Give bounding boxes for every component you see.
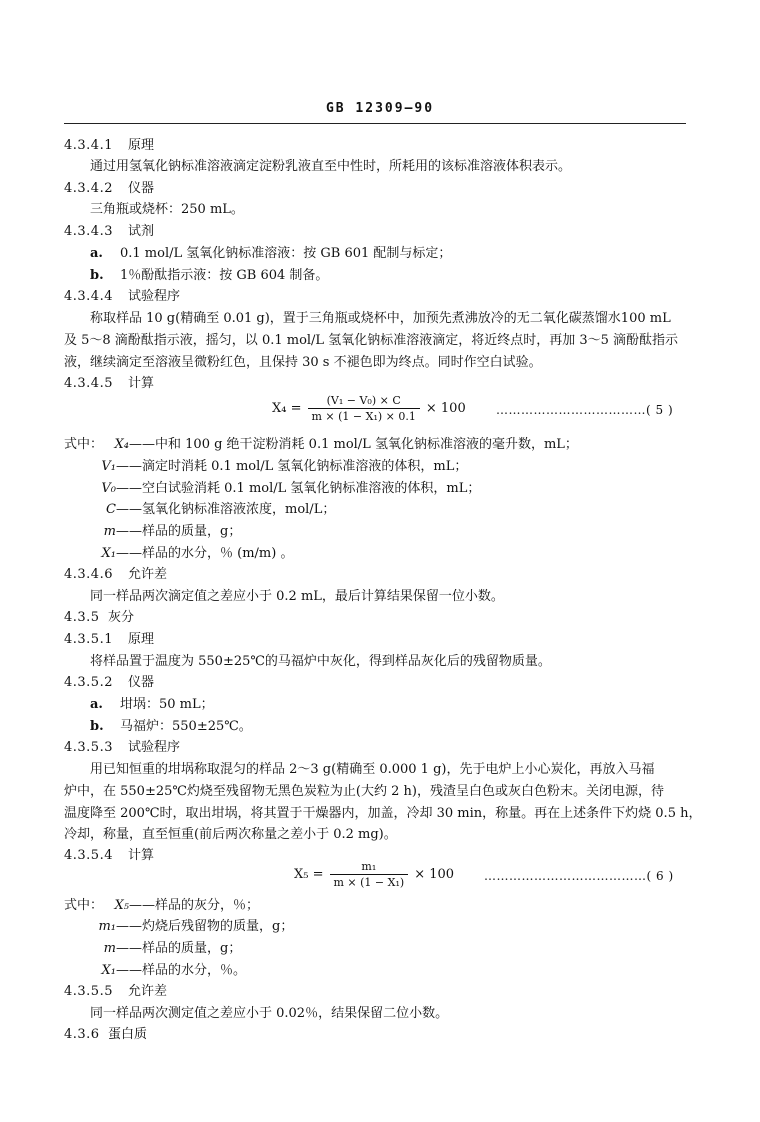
paragraph: 通过用氢氧化钠标准溶液滴定淀粉乳液直至中性时，所耗用的该标准溶液体积表示。	[90, 159, 572, 174]
formula-numerator: m₁	[361, 860, 377, 873]
paragraph-line: 液，继续滴定至溶液呈微粉红色，且保持 30 s 不褪色即为终点。同时作空白试验。	[64, 355, 542, 370]
formula-lhs: X₄ =	[272, 401, 302, 416]
section-number: 4.3.4.5	[64, 376, 113, 391]
variable-text: ——灼烧后残留物的质量，g；	[116, 919, 294, 934]
variable-text: ——样品的水分，％ (m/m) 。	[116, 546, 294, 561]
section-number: 4.3.4.3	[64, 224, 113, 239]
variable-symbol: X₁	[101, 963, 116, 978]
section-heading	[64, 631, 154, 648]
section-title: 允许差	[128, 984, 168, 999]
section-heading	[64, 609, 134, 626]
section-heading	[64, 739, 180, 756]
variable-definition	[64, 458, 467, 475]
list-item-label: a.	[90, 246, 103, 261]
list-item	[90, 245, 451, 262]
variable-text: ——样品的灰分，％；	[129, 898, 260, 913]
formula-fraction	[330, 860, 409, 889]
section-number: 4.3.5.5	[64, 984, 113, 999]
header-rule	[64, 123, 686, 124]
variable-definition	[64, 918, 293, 935]
variable-text: ——样品的质量，g；	[116, 524, 242, 539]
section-title: 试验程序	[128, 289, 181, 304]
list-item-text: 0.1 mol/L 氢氧化钠标准溶液：按 GB 601 配制与标定；	[120, 246, 452, 261]
section-number: 4.3.4.6	[64, 567, 113, 582]
formula-denominator: m × (1 − X₁) × 0.1	[308, 408, 420, 423]
section-title: 计算	[128, 848, 155, 863]
variable-symbol: V₁	[101, 459, 116, 474]
variable-text: ——氢氧化钠标准溶液浓度，mol/L；	[116, 502, 336, 517]
list-item-label: b.	[90, 719, 104, 734]
variable-symbol: m₁	[98, 919, 116, 934]
section-heading	[64, 180, 154, 197]
formula-6	[294, 860, 454, 889]
section-number: 4.3.4.1	[64, 138, 113, 153]
list-item-text: 坩埚：50 mL；	[120, 697, 214, 712]
section-title: 仪器	[128, 675, 155, 690]
formula-tail: × 100	[414, 867, 455, 882]
section-title: 仪器	[128, 181, 155, 196]
formula-fraction	[308, 394, 420, 423]
section-heading	[64, 847, 154, 864]
section-title: 原理	[128, 138, 155, 153]
equation-number-leader: …………………………………( 6 )	[484, 869, 674, 883]
variable-definition	[64, 962, 246, 979]
section-number: 4.3.5.3	[64, 740, 113, 755]
variable-definition	[64, 523, 241, 540]
section-title: 试剂	[128, 224, 155, 239]
variable-definition	[64, 501, 335, 518]
section-number: 4.3.6	[64, 1027, 100, 1042]
section-heading	[64, 674, 154, 691]
list-item	[90, 696, 214, 713]
list-item-text: 1％酚酞指示液：按 GB 604 制备。	[120, 268, 329, 283]
section-number: 4.3.5.2	[64, 675, 113, 690]
variable-symbol: m	[103, 524, 116, 539]
paragraph: 同一样品两次滴定值之差应小于 0.2 mL，最后计算结果保留一位小数。	[90, 589, 504, 604]
list-item	[90, 718, 252, 735]
variable-text: ——样品的水分，％。	[116, 963, 247, 978]
list-item	[90, 267, 328, 284]
section-title: 试验程序	[128, 740, 181, 755]
variable-symbol: X₁	[101, 546, 116, 561]
variable-text: ——中和 100 g 绝干淀粉消耗 0.1 mol/L 氢氧化钠标准溶液的毫升数，mL；	[129, 437, 578, 452]
variable-text: ——空白试验消耗 0.1 mol/L 氢氧化钠标准溶液的体积，mL；	[116, 481, 481, 496]
section-title: 允许差	[128, 567, 168, 582]
variable-symbol: X₄	[114, 437, 130, 452]
section-heading	[64, 223, 154, 240]
variable-definition	[64, 897, 259, 914]
variable-definition	[64, 940, 241, 957]
paragraph: 将样品置于温度为 550±25℃的马福炉中灰化，得到样品灰化后的残留物质量。	[90, 654, 551, 669]
variable-text: ——样品的质量，g；	[116, 941, 242, 956]
section-number: 4.3.4.4	[64, 289, 113, 304]
section-title: 原理	[128, 632, 155, 647]
section-number: 4.3.5.1	[64, 632, 113, 647]
document-header: GB 12309—90	[325, 101, 435, 116]
paragraph: 同一样品两次测定值之差应小于 0.02％，结果保留二位小数。	[90, 1006, 449, 1021]
section-number: 4.3.5.4	[64, 848, 113, 863]
paragraph-line: 及 5～8 滴酚酞指示液，摇匀，以 0.1 mol/L 氢氧化钠标准溶液滴定，将近终点时，再加 3～5 滴酚酞指示	[64, 333, 679, 348]
section-heading	[64, 288, 180, 305]
paragraph-line: 冷却，称量，直至恒重(前后两次称量之差小于 0.2 mg)。	[64, 827, 397, 842]
list-item-label: a.	[90, 697, 103, 712]
section-heading	[64, 983, 167, 1000]
formula-5	[272, 394, 466, 423]
formula-lhs: X₅ =	[294, 867, 324, 882]
equation-number: ( 5 )	[646, 403, 674, 417]
section-heading	[64, 375, 154, 392]
equation-number: ( 6 )	[646, 869, 674, 883]
variable-definition	[64, 436, 578, 453]
formula-denominator: m × (1 − X₁)	[330, 874, 409, 889]
paragraph-line: 称取样品 10 g(精确至 0.01 g)，置于三角瓶或烧杯中，加预先煮沸放冷的无二氧化碳蒸馏水100 mL	[90, 311, 671, 326]
equation-number-leader: ………………………………( 5 )	[496, 403, 674, 417]
variable-definition	[64, 545, 293, 562]
variable-symbol: C	[106, 502, 116, 517]
section-number: 4.3.4.2	[64, 181, 113, 196]
variable-text: ——滴定时消耗 0.1 mol/L 氢氧化钠标准溶液的体积，mL；	[116, 459, 468, 474]
list-item-text: 马福炉：550±25℃。	[120, 719, 252, 734]
section-title: 计算	[128, 376, 155, 391]
variable-prefix: 式中：	[64, 898, 104, 913]
paragraph-line: 炉中，在 550±25℃灼烧至残留物无黑色炭粒为止(大约 2 h)，残渣呈白色或灰白色粉末。关闭电源，待	[64, 784, 664, 799]
variable-symbol: m	[103, 941, 116, 956]
paragraph: 三角瓶或烧杯：250 mL。	[90, 202, 244, 217]
section-title: 灰分	[108, 610, 135, 625]
variable-symbol: V₀	[101, 481, 116, 496]
section-title: 蛋白质	[108, 1027, 148, 1042]
formula-tail: × 100	[425, 401, 466, 416]
formula-numerator: (V₁ − V₀) × C	[326, 394, 401, 407]
section-heading	[64, 566, 167, 583]
section-heading	[64, 137, 154, 154]
variable-definition	[64, 480, 480, 497]
paragraph-line: 温度降至 200℃时，取出坩埚，将其置于干燥器内，加盖，冷却 30 min，称量。再在上述条件下灼烧 0.5 h，	[64, 806, 702, 821]
paragraph-line: 用已知恒重的坩埚称取混匀的样品 2～3 g(精确至 0.000 1 g)，先于电炉上小心炭化，再放入马福	[90, 762, 655, 777]
variable-symbol: X₅	[114, 898, 130, 913]
variable-prefix: 式中：	[64, 437, 104, 452]
list-item-label: b.	[90, 268, 104, 283]
section-heading	[64, 1026, 147, 1043]
section-number: 4.3.5	[64, 610, 100, 625]
